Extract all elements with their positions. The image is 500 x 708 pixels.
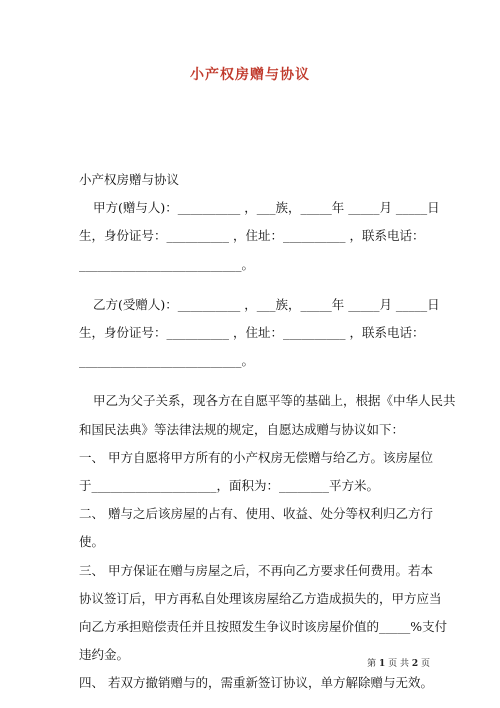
footer-current-page: 1: [378, 659, 386, 669]
clause-2-line-1: 二、 赠与之后该房屋的占有、使用、收益、处分等权利归乙方行: [79, 506, 433, 522]
party-b-line-2: 生，身份证号：__________ ，住址：__________ ，联系电话：: [79, 325, 425, 341]
clause-3-line-2: 协议签订后，甲方再私自处理该房屋给乙方造成损失的，甲方应当: [79, 590, 442, 606]
clause-1-line-1: 一、 甲方自愿将甲方所有的小产权房无偿赠与给乙方。该房屋位: [79, 449, 433, 465]
document-body: [79, 166, 456, 698]
footer-middle: 页 共: [388, 659, 409, 669]
party-b-line-3: __________________________。: [79, 353, 255, 369]
clause-3-line-1: 三、 甲方保证在赠与房屋之后，不再向乙方要求任何费用。若本: [79, 562, 433, 578]
footer-prefix: 第: [367, 659, 377, 669]
clause-4-line-1: 四、 若双方撤销赠与的，需重新签订协议，单方解除赠与无效。: [79, 675, 433, 691]
doc-title: 小产权房赠与协议: [79, 172, 180, 187]
party-a-line-2: 生，身份证号：__________ ，住址：__________ ，联系电话：: [79, 228, 425, 244]
clause-2-line-2: 使。: [79, 534, 105, 550]
party-a-line-1: 甲方(赠与人)：__________ ，___族，_____年 _____月 _____日: [93, 200, 440, 216]
intro-line-1: 甲乙为父子关系，现各方在自愿平等的基础上，根据《中华人民共: [93, 393, 456, 409]
clause-1-line-2: 于____________________，面积为：________平方米。: [79, 478, 380, 494]
footer-total-pages: 2: [411, 659, 419, 669]
page-footer: [367, 656, 430, 669]
party-b-line-1: 乙方(受赠人)：__________ ，___族，_____年 _____月 _____日: [93, 296, 440, 312]
spacer: [79, 279, 431, 291]
footer-suffix: 页: [420, 659, 430, 669]
header-title: 小产权房赠与协议: [190, 67, 310, 83]
party-a-line-3: __________________________。: [79, 256, 255, 272]
clause-3-line-3: 向乙方承担赔偿责任并且按照发生争议时该房屋价值的_____%支付: [79, 619, 448, 635]
intro-line-2: 和国民法典》等法律法规的规定，自愿达成赠与协议如下：: [79, 421, 405, 437]
clause-3-line-4: 违约金。: [79, 647, 130, 663]
spacer: [79, 375, 431, 387]
